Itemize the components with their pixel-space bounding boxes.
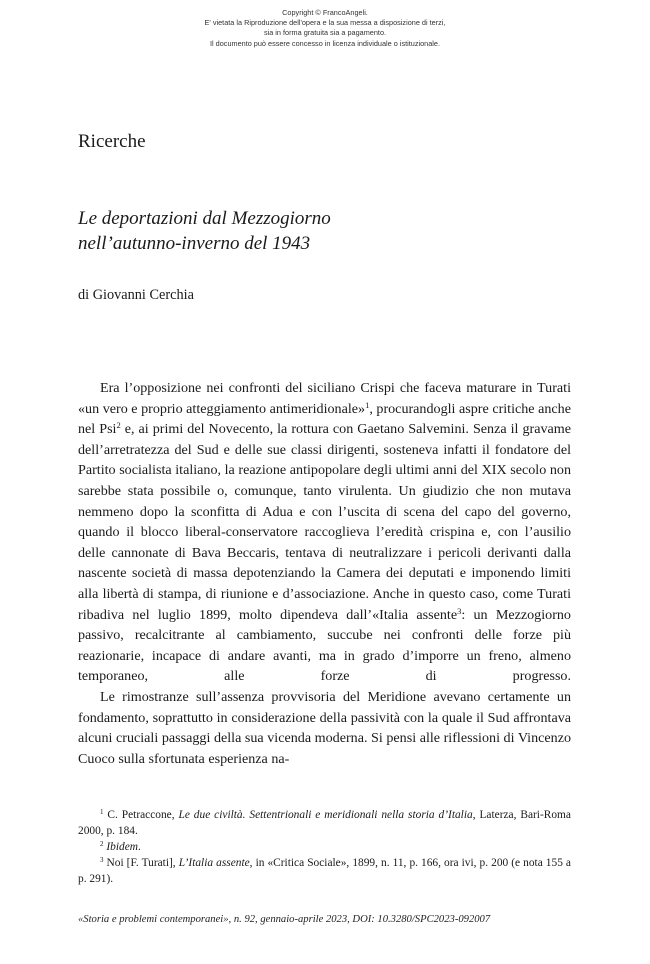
- paragraph-text: e, ai primi del Novecento, la rottura con Gaetano Salvemini. Senza il gravame dell’arretratezza del Sud e delle sue classi dirigenti, sosteneva infatti il fondatore del Partito socialista italiano, la reazione antipopolare degli ultimi anni del XIX secolo non sarebbe stata possibile o, comunque, tanto virulenta. Un giudizio che non mutava nemmeno dopo la sconfitta di Adua e con l’uscita di scena del capo del governo, quando il blocco liberal-conservatore raccoglieva l’eredità crispina e, con l’ausilio delle cannonate di Bava Beccaris, tentava di neutralizzare i pericoli derivanti dalla nascente società di massa depotenziando la Camera dei deputati e imponendo limiti alla libertà di stampa, di riunione e d’associazione. Anche in questo caso, come Turati ribadiva nel luglio 1899, molto dipendeva dall’«Italia assente: [78, 421, 572, 623]
- paragraph-text: Era l’opposizione nei confronti del siciliano Crispi che faceva maturare in Turati «un vero e proprio atteggiamento antimeridionale»: [78, 380, 571, 417]
- footnote-number: 2: [100, 839, 104, 848]
- paragraph-text: : un Mezzogiorno passivo, recalcitrante al cambiamento, succube nei confronti delle forze più reazionarie, incapace di andare avanti, ma in grado d’imporre un freno, almeno temporaneo, alle forze di progresso.: [78, 606, 571, 685]
- body-paragraph: Le rimostranze sull’assenza provvisoria del Meridione avevano certamente un fondamento, soprattutto in considerazione della passività con la quale il Sud affrontava alcuni cruciali passaggi della sua vicenda moderna. Si pensi alle riflessioni di Vincenzo Cuoco sulla sfortunata esperienza na-: [78, 688, 571, 767]
- journal-footer: «Storia e problemi contemporanei», n. 92, gennaio-aprile 2023, DOI: 10.3280/SPC2023-092007: [78, 914, 491, 925]
- footnote-ref: 1: [365, 399, 370, 410]
- footnote-italic: Le due civiltà. Settentrionali e meridionali nella storia d’Italia: [178, 809, 473, 821]
- footnote-ref: 3: [457, 605, 462, 616]
- footnote: $^2$ Ibidem.: [100, 839, 141, 853]
- copyright-line: sia in forma gratuita sia a pagamento.: [263, 28, 387, 38]
- article-title: [78, 206, 331, 256]
- copyright-line: Il documento può essere concesso in licenza individuale o istituzionale.: [210, 38, 440, 48]
- footnote-number: 1: [100, 808, 104, 816]
- footnote-text: C. Petraccone,: [103, 809, 179, 821]
- footnote-text: Noi [F. Turati],: [103, 856, 179, 869]
- footnote-italic: L’Italia assente: [178, 856, 250, 869]
- footnote-number: 3: [100, 855, 104, 864]
- paragraph-text: , procurandogli aspre critiche anche nel Psi: [78, 400, 571, 438]
- footnote: [78, 808, 571, 840]
- copyright-line: E' vietata la Riproduzione dell'opera e la sua messa a disposizione di terzi,: [204, 18, 446, 28]
- section-heading: Ricerche: [78, 131, 146, 152]
- body-paragraph: [78, 378, 571, 687]
- footnote: [78, 856, 571, 888]
- footnote-text: , in «Critica Sociale», 1899, n. 11, p. 166, ora ivi, p. 200 (e nota 155 a p. 291).: [78, 856, 571, 885]
- footnote-ref: 2: [116, 420, 121, 431]
- article-body: [78, 378, 571, 769]
- article-title-line: nell’autunno-inverno del 1943: [78, 233, 311, 254]
- footnote-italic: Ibidem: [106, 840, 138, 853]
- footnote-text: , Laterza, Bari-Roma 2000, p. 184.: [78, 809, 571, 837]
- copyright-notice: [0, 8, 650, 49]
- footnotes: [78, 808, 571, 888]
- copyright-line: Copyright © FrancoAngeli.: [282, 8, 368, 17]
- article-author: di Giovanni Cerchia: [78, 287, 194, 303]
- article-title-line: Le deportazioni dal Mezzogiorno: [78, 208, 331, 229]
